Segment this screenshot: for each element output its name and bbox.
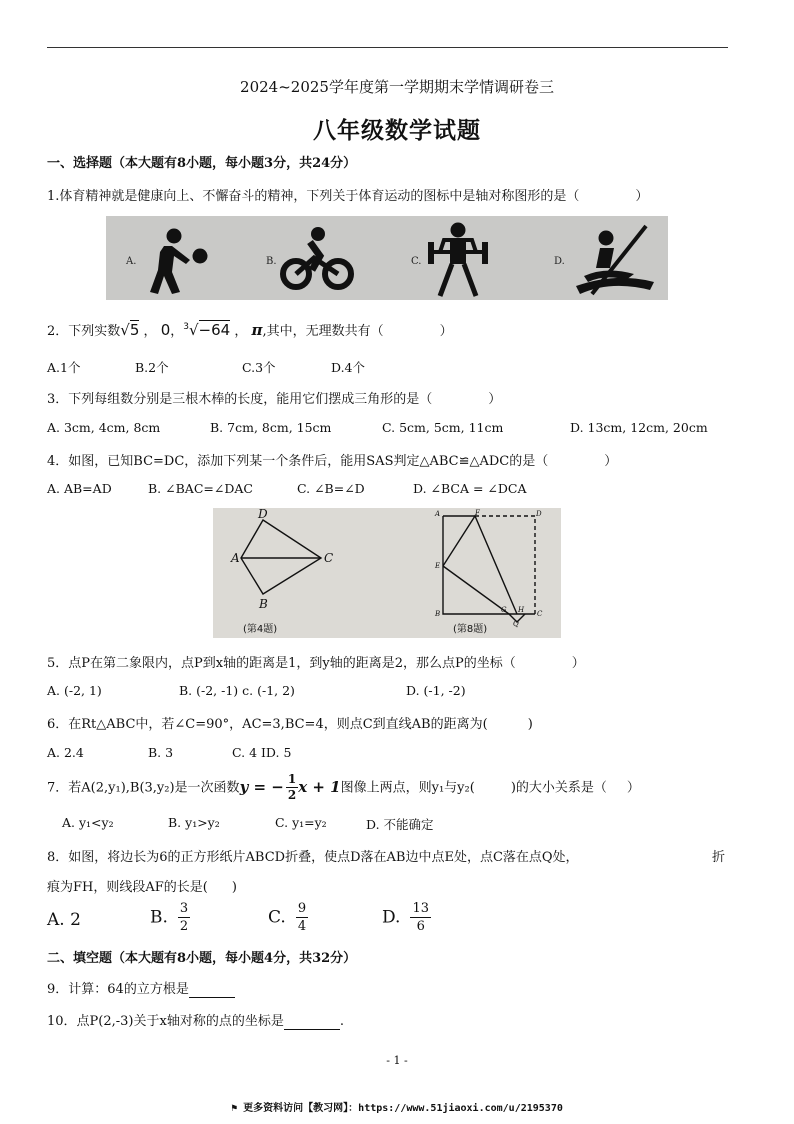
question-1: 1.体育精神就是健康向上、不懈奋斗的精神，下列关于体育运动的图标中是轴对称图形的是（ ） xyxy=(47,189,649,204)
question-8-line1-end: 折 xyxy=(712,850,726,865)
q10-answer-blank[interactable] xyxy=(284,1014,340,1030)
weightlifting-icon xyxy=(428,223,488,296)
q7-option-a: A. y₁<y₂ xyxy=(62,815,114,830)
q8-option-c: C. $\frac{9}{4}$ xyxy=(268,901,307,934)
cbrt-expression: $^3$√−64 xyxy=(183,321,231,339)
question-5: 5．点P在第二象限内，点P到x轴的距离是1，到y轴的距离是2，那么点P的坐标（ ） xyxy=(47,656,585,671)
question-9: 9．计算：64的立方根是 xyxy=(47,978,235,998)
cycling-icon xyxy=(283,242,351,287)
fig4-label-c: C xyxy=(324,551,334,565)
volleyball-icon xyxy=(150,229,207,294)
figure-4 xyxy=(241,520,321,594)
fig8-label-f: F xyxy=(475,509,480,517)
q7-option-c: C. y₁=y₂ xyxy=(275,815,327,830)
q3-option-a: A. 3cm, 4cm, 8cm xyxy=(47,420,161,435)
exam-title: 八年级数学试题 xyxy=(313,118,481,144)
q2-option-d: D.4个 xyxy=(331,360,366,375)
q4-option-d: D. ∠BCA = ∠DCA xyxy=(413,481,527,496)
fig8-label-q: Q xyxy=(513,620,519,628)
q1-label-b: B. xyxy=(266,256,277,267)
q8-option-d: D. $\frac{13}{6}$ xyxy=(382,901,429,934)
q2-option-a: A.1个 xyxy=(47,360,81,375)
q5-option-a: A. (-2, 1) xyxy=(47,683,102,698)
q3-option-d: D. 13cm, 12cm, 20cm xyxy=(570,420,708,435)
q4-option-a: A. AB=AD xyxy=(47,481,112,496)
q6-option-cd: C. 4 ID. 5 xyxy=(232,745,292,760)
question-6: 6．在Rt△ABC中，若∠C=90°，AC=3,BC=4，则点C到直线AB的距离为( ) xyxy=(47,717,533,732)
fig8-label-d: D xyxy=(536,510,542,518)
q8-option-a: A. 2 xyxy=(47,910,81,930)
fig8-label-e: E xyxy=(435,562,441,570)
fig4-label-d: D xyxy=(258,508,268,521)
q2-option-b: B.2个 xyxy=(135,360,169,375)
section-choice-heading: 一、选择题（本大题有8小题，每小题3分，共24分） xyxy=(47,156,357,171)
question-2: 2．下列实数√5 ， 0，$^3$√−64 ， π,其中，无理数共有（ ） xyxy=(47,321,453,339)
kayaking-icon xyxy=(576,226,654,294)
q4-option-c: C. ∠B=∠D xyxy=(297,481,365,496)
q1-label-a: A. xyxy=(126,256,137,267)
question-4: 4．如图，已知BC=DC，添加下列某一个条件后，能用SAS判定△ABC≌△ADC的是（ ） xyxy=(47,454,618,469)
footer-link[interactable]: ⚑ 更多资料访问【教习网】：https://www.51jiaoxi.com/u/2195370 xyxy=(231,1103,563,1114)
figures-svg xyxy=(213,508,561,638)
q2-option-c: C.3个 xyxy=(242,360,276,375)
question-8-line1: 8．如图，将边长为6的正方形纸片ABCD折叠，使点D落在AB边中点E处，点C落在点Q处， xyxy=(47,850,579,865)
fig4-label-a: A xyxy=(231,551,240,565)
section-fill-heading: 二、填空题（本大题有8小题，每小题4分，共32分） xyxy=(47,951,357,966)
question-10: 10．点P(2,-3)关于x轴对称的点的坐标是 . xyxy=(47,1014,344,1029)
exam-subtitle: 2024~2025学年度第一学期期末学情调研卷三 xyxy=(240,78,554,96)
fig4-caption: (第4题) xyxy=(243,624,278,635)
top-rule xyxy=(47,47,728,48)
fig8-label-h: H xyxy=(518,606,525,614)
flag-icon: ⚑ xyxy=(231,1103,244,1114)
fig8-label-b: B xyxy=(435,610,441,618)
question-3: 3．下列每组数分别是三根木棒的长度，能用它们摆成三角形的是（ ） xyxy=(47,392,502,407)
q1-label-d: D. xyxy=(554,256,565,267)
question-8-line2: 痕为FH，则线段AF的长是( ) xyxy=(47,880,237,895)
q5-option-d: D. (-1, -2) xyxy=(406,683,466,698)
q3-option-c: C. 5cm, 5cm, 11cm xyxy=(382,420,504,435)
page-number: - 1 - xyxy=(386,1054,408,1067)
q7-option-d: D. 不能确定 xyxy=(366,817,434,832)
fig8-caption: (第8题) xyxy=(453,624,488,635)
figures-image xyxy=(213,508,561,638)
q1-label-c: C. xyxy=(411,256,422,267)
q6-option-b: B. 3 xyxy=(148,745,174,760)
q3-option-b: B. 7cm, 8cm, 15cm xyxy=(210,420,332,435)
fig4-label-b: B xyxy=(259,597,268,611)
question-7: 7．若A(2,y₁),B(3,y₂)是一次函数y = − $\frac{1}{2}$ x + 1图像上两点，则y₁与y₂( )的大小关系是（ ） xyxy=(47,772,640,802)
sqrt5-expression: √5 xyxy=(120,321,140,339)
fig8-label-a: A xyxy=(435,510,441,518)
q8-option-b: B. $\frac{3}{2}$ xyxy=(150,901,189,934)
fig8-label-c: C xyxy=(537,610,543,618)
q9-answer-blank[interactable] xyxy=(189,982,235,998)
q1-icons-image xyxy=(106,216,668,300)
question-1-text: 1.体育精神就是健康向上、不懈奋斗的精神，下列关于体育运动的图标中是轴对称图形的是（ xyxy=(47,189,580,204)
q7-option-b: B. y₁>y₂ xyxy=(168,815,220,830)
q5-option-bc: B. (-2, -1) c. (-1, 2) xyxy=(179,683,295,698)
q1-icons-svg xyxy=(106,216,668,300)
q4-option-b: B. ∠BAC=∠DAC xyxy=(148,481,253,496)
q6-option-a: A. 2.4 xyxy=(47,745,84,760)
linear-function: y = − $\frac{1}{2}$ x + 1 xyxy=(239,772,341,802)
fig8-label-g: G xyxy=(501,606,507,614)
